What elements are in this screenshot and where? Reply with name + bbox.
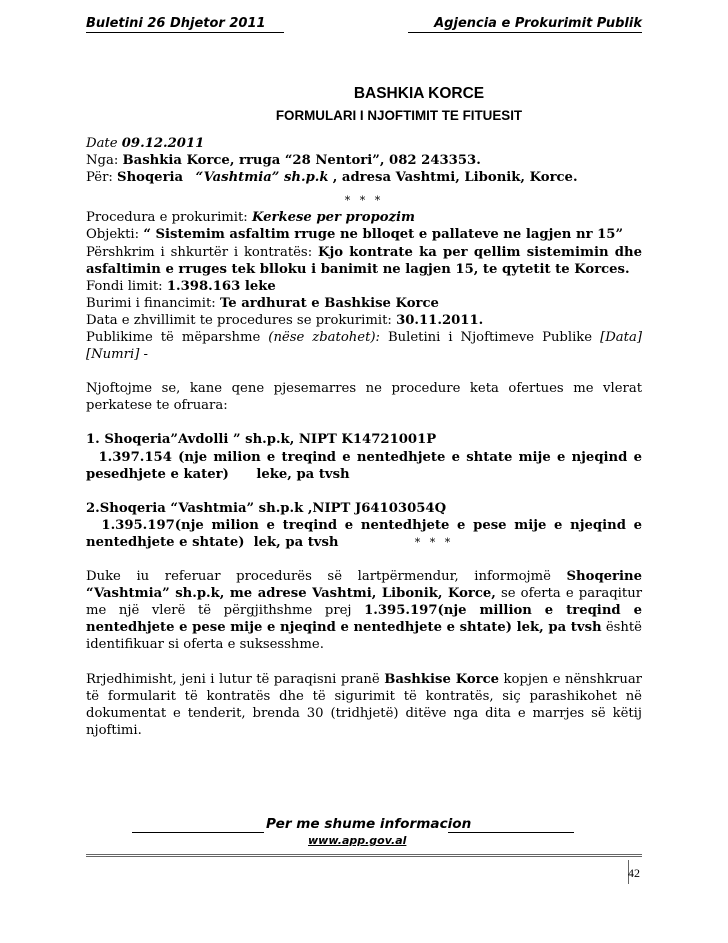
procedure-date-value: 30.11.2011. (396, 312, 484, 328)
previous-placeholder: [Data] [Numri] (86, 330, 642, 363)
result-amount: 1.395.197(nje million e treqind e nentedhjete e pese mije e njeqind e nentedhjete e shtate) lek, pa tvsh (86, 603, 642, 636)
header-bulletin: Buletini 26 Dhjetor 2011 (86, 16, 266, 31)
procedure-value: Kerkese per propozim (251, 210, 415, 226)
header-underline-right (408, 32, 642, 33)
date-line (86, 135, 642, 152)
financing-line (86, 295, 642, 312)
previous-note: (nëse zbatohet): (268, 330, 380, 346)
date-value: 09.12.2011 (121, 136, 205, 151)
limit-value: 1.398.163 leke (166, 278, 276, 294)
document-title: BASHKIA KORCE (353, 85, 485, 102)
closing-paragraph (86, 671, 642, 739)
bidder-1-offer: 1.397.154 (nje milion e treqind e nentedhjete e shtate mije e njeqind e pesedhjete e kater) leke, pa tvsh (86, 449, 647, 482)
object-label: Objekti: (86, 227, 140, 243)
object-value: “ Sistemim asfaltim rruge ne blloqet e pallateve ne lagjen nr 15” (143, 227, 624, 243)
description-label: Përshkrim i shkurtër i kontratës: (86, 244, 313, 260)
result-paragraph (86, 568, 642, 653)
to-name: “Vashtmia” sh.p.k (195, 170, 329, 186)
financing-value: Te ardhurat e Bashkise Korce (219, 295, 439, 311)
separator-stars-2: * * * (414, 535, 454, 549)
procedure-date-line (86, 312, 642, 329)
info-rule-right (448, 832, 574, 833)
to-line (86, 169, 642, 186)
page-footer (86, 854, 642, 884)
description-value: Kjo kontrate ka per qellim sistemimin dhe asfaltimin e rruges tek blloku i banimit ne lagjen 15, te qytetit te Korces. (86, 244, 642, 277)
from-value: Bashkia Korce, rruga “28 Nentori”, 082 243353. (122, 153, 481, 169)
result-text-3: është identifikuar si oferta e suksesshme. (86, 620, 642, 653)
from-line (86, 152, 642, 169)
procedure-date-label: Data e zhvillimit te procedures se prokurimit: (86, 312, 392, 328)
previous-end: - (139, 347, 149, 363)
to-address: , adresa Vashtmi, Libonik, Korce. (332, 170, 578, 186)
more-info-text: Per me shume informacion (266, 816, 472, 832)
from-label: Nga: (86, 153, 119, 169)
running-header (86, 14, 642, 36)
previous-publications (86, 329, 642, 363)
date-label: Date (86, 136, 118, 151)
bidder-2-title: 2.Shoqeria “Vashtmia” sh.p.k ,NIPT J64103054Q (86, 500, 447, 516)
previous-label: Publikime të mëparshme (86, 330, 261, 346)
website-link[interactable]: www.app.gov.al (308, 834, 407, 847)
bidder-1-title: 1. Shoqeria”Avdolli ” sh.p.k, NIPT K14721001P (86, 432, 437, 448)
procedure-line (86, 209, 642, 226)
result-winner: Shoqerine “Vashtmia” sh.p.k, me adrese Vashtmi, Libonik, Korce, (86, 569, 642, 602)
closing-text-1: Rrjedhimisht, jeni i lutur të paraqisni pranë (86, 671, 385, 687)
header-agency: Agjencia e Prokurimit Publik (434, 16, 642, 31)
page-number: 42 (628, 866, 640, 880)
previous-text: Buletini i Njoftimeve Publike (387, 330, 593, 346)
document-subtitle: FORMULARI I NJOFTIMIT TE FITUESIT (275, 108, 523, 123)
to-label: Për: (86, 170, 113, 186)
bidder-2-offer: 1.395.197(nje milion e treqind e nentedhjete e pese mije e njeqind e nentedhjete e shtate) lek, pa tvsh (86, 517, 647, 550)
notice-paragraph: Njoftojme se, kane qene pjesemarres ne procedure keta ofertues me vlerat perkatese te ofruara: (86, 381, 642, 414)
info-rule-left (132, 832, 264, 833)
description-paragraph (86, 244, 642, 278)
object-line (86, 226, 642, 243)
to-company: Shoqeria (117, 170, 184, 186)
footer-rule (86, 854, 642, 857)
closing-authority: Bashkise Korce (384, 671, 500, 687)
limit-line (86, 278, 642, 295)
procedure-label: Procedura e prokurimit: (86, 210, 248, 226)
closing-text-2: kopjen e nënshkruar të formularit të kontratës dhe të sigurimit të kontratës, siç parashikohet në dokumentat e tenderit, brenda 30 (tridhjetë) ditëve nga dita e marrjes së këtij njoftimi. (86, 671, 642, 738)
separator-stars: * * * (344, 194, 384, 208)
document-body (86, 84, 647, 739)
financing-label: Burimi i financimit: (86, 295, 216, 311)
limit-label: Fondi limit: (86, 278, 163, 294)
header-underline-left (86, 32, 284, 33)
result-text-2: se oferta e paraqitur me një vlerë të përgjithshme prej (86, 586, 642, 619)
result-text-1: Duke iu referuar procedurës së lartpërmendur, informojmë (86, 569, 551, 585)
